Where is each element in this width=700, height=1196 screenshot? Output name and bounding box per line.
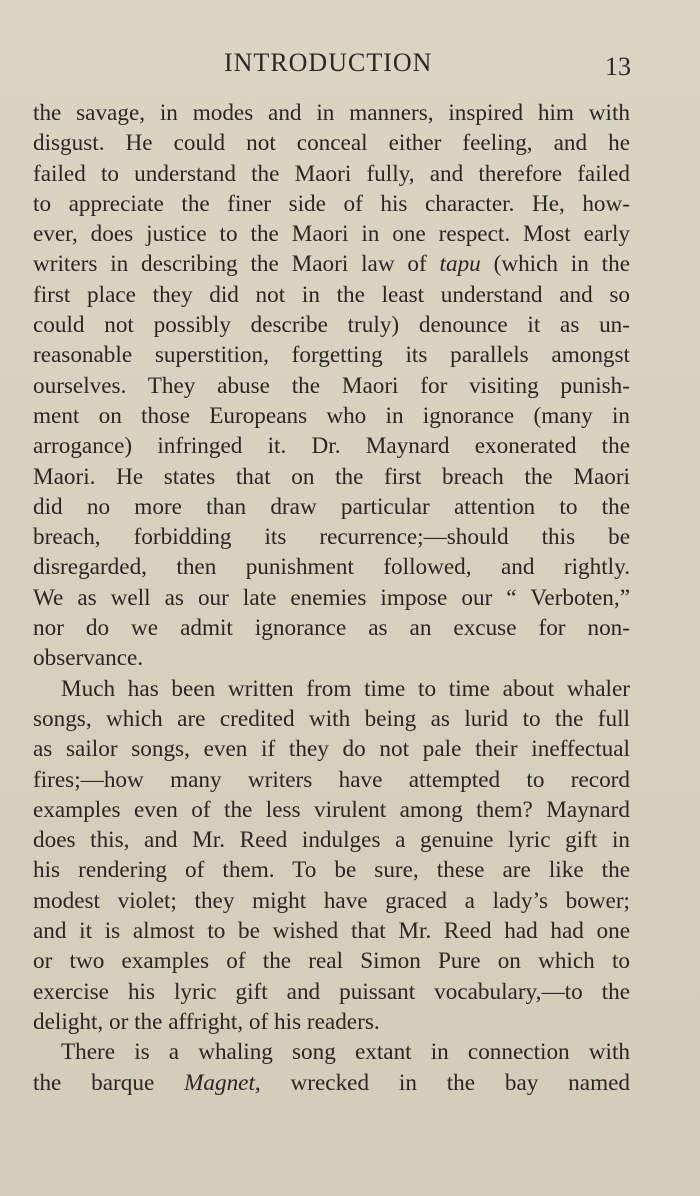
text-line: ourselves. They abuse the Maori for visiting punish- <box>33 372 630 399</box>
text-line: nor do we admit ignorance as an excuse for non- <box>33 615 630 642</box>
text-line: the barque Magnet, wrecked in the bay named <box>33 1069 630 1096</box>
text-line: as sailor songs, even if they do not pale their ineffectual <box>33 736 630 763</box>
text-line: his rendering of them. To be sure, these are like the <box>33 857 630 884</box>
text-line: did no more than draw particular attention to the <box>33 493 630 520</box>
text-line: fires;—how many writers have attempted to record <box>33 766 630 793</box>
text-line: Much has been written from time to time about whaler <box>61 675 630 702</box>
text-line: or two examples of the real Simon Pure on which to <box>33 948 630 975</box>
text-line: disregarded, then punishment followed, and rightly. <box>33 554 630 581</box>
text-line: and it is almost to be wished that Mr. Reed had had one <box>33 918 630 945</box>
text-line: could not possibly describe truly) denounce it as un- <box>33 312 630 339</box>
text-line: exercise his lyric gift and puissant vocabulary,—to the <box>33 978 630 1005</box>
body-text <box>33 98 630 1098</box>
text-line: breach, forbidding its recurrence;—should this be <box>33 524 630 551</box>
page-number: 13 <box>605 52 631 81</box>
text-line: observance. <box>33 645 144 672</box>
text-line: reasonable superstition, forgetting its parallels amongst <box>33 342 630 369</box>
text-line: writers in describing the Maori law of tapu (which in the <box>33 251 630 278</box>
text-line: disgust. He could not conceal either feeling, and he <box>33 130 630 157</box>
text-line: songs, which are credited with being as lurid to the full <box>33 705 630 732</box>
text-line: first place they did not in the least understand and so <box>33 281 630 308</box>
text-line: examples even of the less virulent among them? Maynard <box>33 796 630 823</box>
text-line: ever, does justice to the Maori in one respect. Most early <box>33 221 630 248</box>
text-line: arrogance) infringed it. Dr. Maynard exonerated the <box>33 433 630 460</box>
text-line: Maori. He states that on the first breach the Maori <box>33 463 630 490</box>
text-line: We as well as our late enemies impose our “ Verboten,” <box>33 584 630 611</box>
text-line: does this, and Mr. Reed indulges a genuine lyric gift in <box>33 827 630 854</box>
text-line: to appreciate the finer side of his character. He, how- <box>33 190 630 217</box>
text-line: the savage, in modes and in manners, inspired him with <box>33 100 630 126</box>
text-line: There is a whaling song extant in connection with <box>61 1039 630 1066</box>
text-line: modest violet; they might have graced a lady’s bower; <box>33 887 630 914</box>
text-line: delight, or the affright, of his readers. <box>33 1008 380 1035</box>
text-line: failed to understand the Maori fully, and therefore failed <box>33 160 630 187</box>
chapter-title: INTRODUCTION <box>224 48 433 77</box>
text-line: ment on those Europeans who in ignorance (many in <box>33 402 630 429</box>
running-head <box>0 48 700 80</box>
